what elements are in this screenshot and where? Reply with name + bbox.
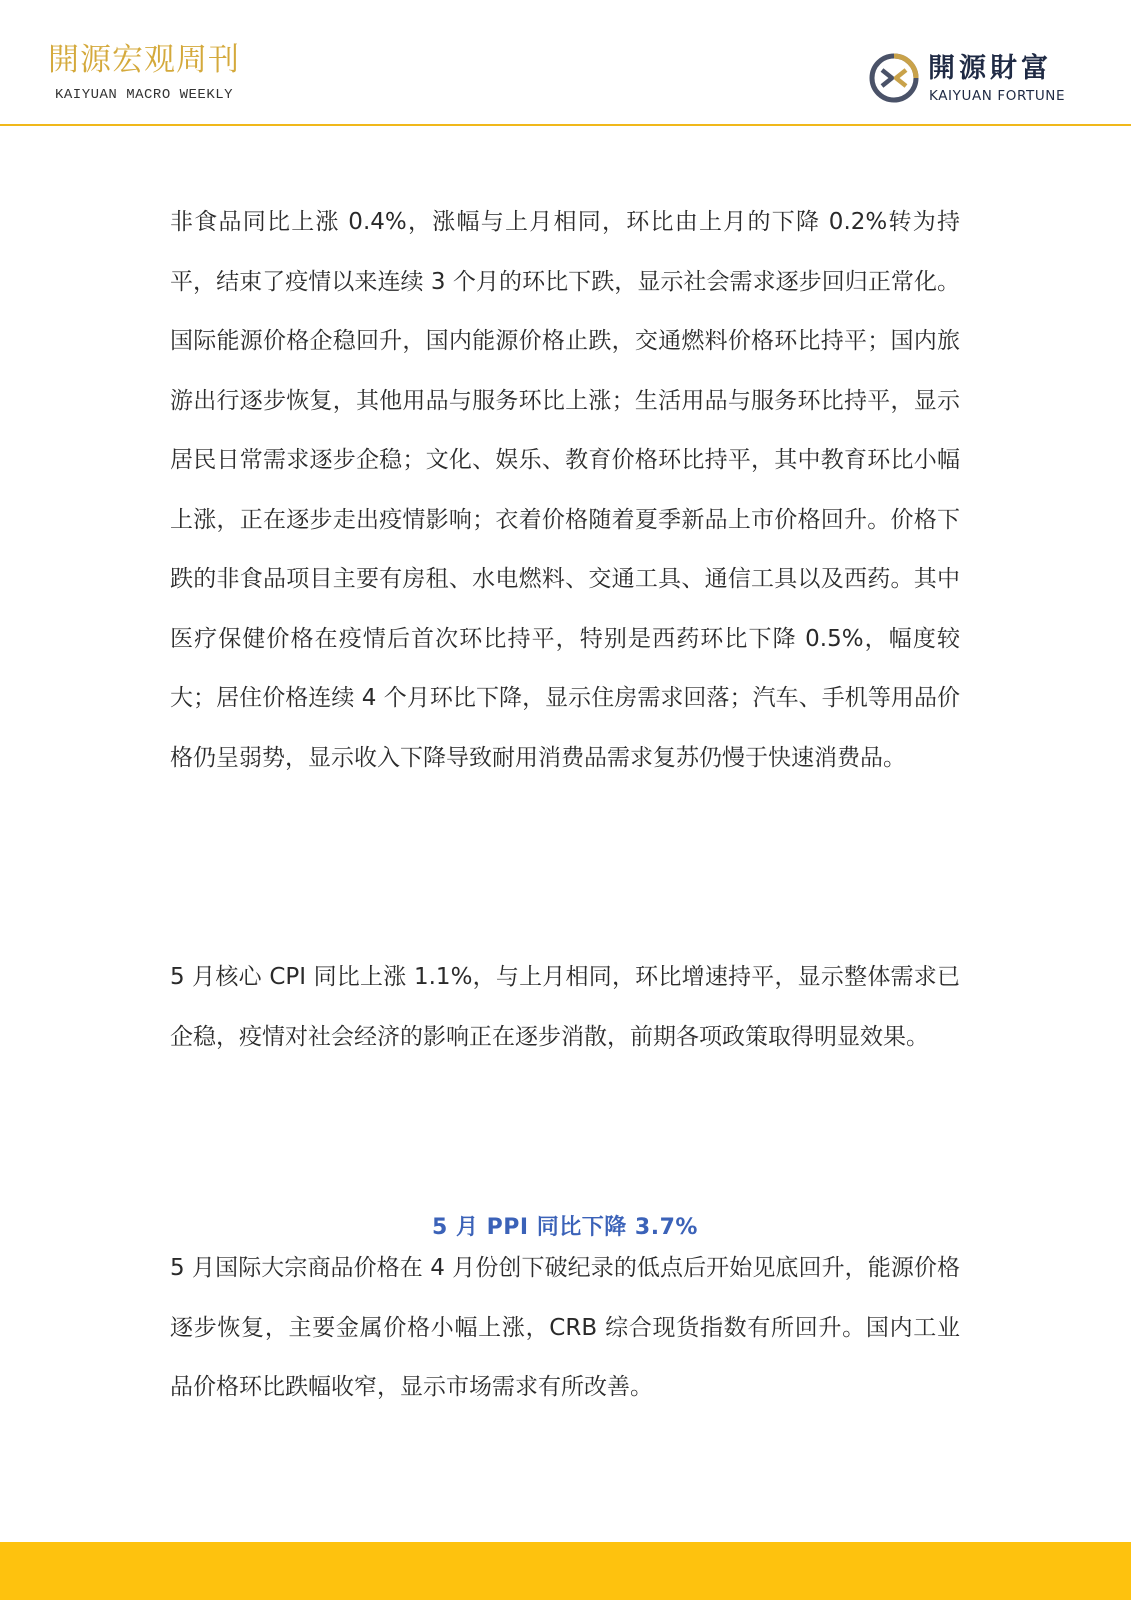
- brand-logo: [868, 52, 1088, 108]
- section-heading-ppi: 5 月 PPI 同比下降 3.7%: [432, 1215, 698, 1240]
- logo-english-name: KAIYUAN FORTUNE: [929, 88, 1066, 104]
- footer-band: [0, 1542, 1131, 1600]
- report-subtitle: KAIYUAN MACRO WEEKLY: [55, 87, 234, 103]
- paragraph-non-food-prices: 非食品同比上涨 0.4%，涨幅与上月相同，环比由上月的下降 0.2%转为持平，结束了疫情以来连续 3 个月的环比下跌，显示社会需求逐步回归正常化。国际能源价格企稳回升，国内能源价格止跌，交通燃料价格环比持平；国内旅游出行逐步恢复，其他用品与服务环比上涨；生活用品与服务环比持平，显示居民日常需求逐步企稳；文化、娱乐、教育价格环比持平，其中教育环比小幅上涨，正在逐步走出疫情影响；衣着价格随着夏季新品上市价格回升。价格下跌的非食品项目主要有房租、水电燃料、交通工具、通信工具以及西药。其中医疗保健价格在疫情后首次环比持平，特别是西药环比下降 0.5%，幅度较大；居住价格连续 4 个月环比下降，显示住房需求回落；汽车、手机等用品价格仍呈弱势，显示收入下降导致耐用消费品需求复苏仍慢于快速消费品。: [170, 209, 960, 771]
- header-divider: [0, 124, 1131, 126]
- report-title: 開源宏观周刊: [48, 42, 240, 78]
- paragraph-core-cpi: 5 月核心 CPI 同比上涨 1.1%，与上月相同，环比增速持平，显示整体需求已企稳，疫情对社会经济的影响正在逐步消散，前期各项政策取得明显效果。: [170, 964, 960, 1050]
- logo-chinese-name: 開源財富: [928, 53, 1052, 84]
- kaiyuan-logo-mark-icon: [868, 52, 920, 104]
- paragraph-ppi-commodities: 5 月国际大宗商品价格在 4 月份创下破纪录的低点后开始见底回升，能源价格逐步恢复，主要金属价格小幅上涨，CRB 综合现货指数有所回升。国内工业品价格环比跌幅收窄，显示市场需求有所改善。: [170, 1255, 960, 1400]
